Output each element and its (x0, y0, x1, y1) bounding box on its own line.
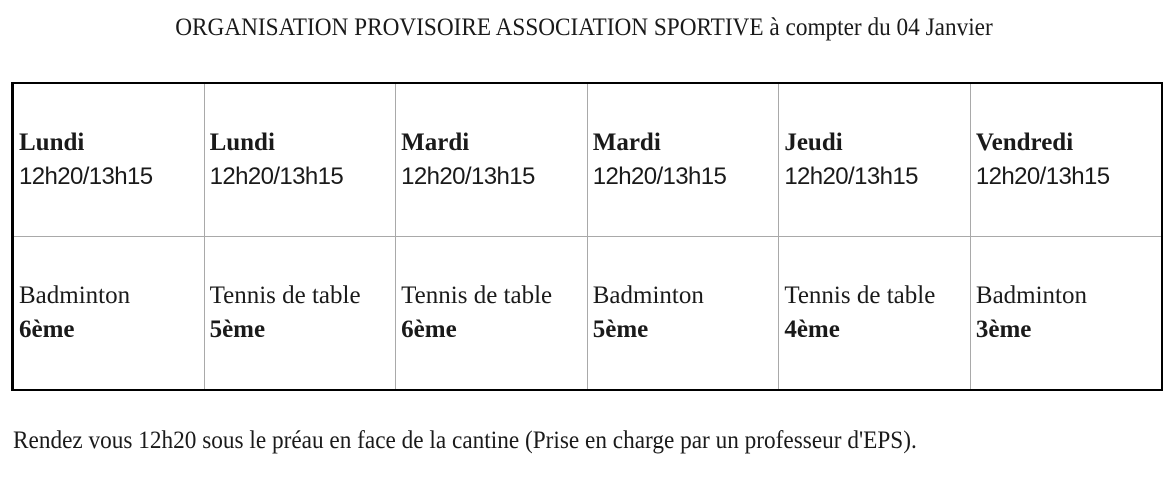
schedule-table (11, 82, 1163, 391)
day-label: Lundi (209, 129, 275, 156)
activity-label: Tennis de table (209, 282, 361, 309)
table-activity-row (13, 237, 1163, 391)
level-label: 6ème (19, 316, 75, 343)
meeting-note: Rendez vous 12h20 sous le préau en face de la cantine (Prise en charge par un professeur d'EPS). (13, 427, 917, 454)
day-label: Jeudi (784, 129, 843, 156)
time-slot: 12h20/13h15 (784, 163, 918, 190)
time-slot: 12h20/13h15 (592, 163, 727, 190)
activity-label: Tennis de table (401, 282, 553, 309)
level-label: 5ème (592, 316, 649, 343)
day-label: Vendredi (975, 129, 1074, 156)
table-cell-day-6 (970, 83, 1162, 237)
level-label: 3ème (975, 316, 1032, 343)
level-label: 5ème (209, 316, 266, 343)
activity-label: Tennis de table (784, 282, 936, 309)
day-label: Mardi (401, 129, 470, 156)
table-cell-activity-2 (204, 237, 396, 391)
table-cell-activity-4 (587, 237, 779, 391)
activity-label: Badminton (19, 282, 131, 309)
page-title: ORGANISATION PROVISOIRE ASSOCIATION SPORTIVE à compter du 04 Janvier (175, 14, 993, 41)
level-label: 6ème (401, 316, 457, 343)
activity-label: Badminton (975, 282, 1087, 309)
time-slot: 12h20/13h15 (209, 163, 344, 190)
time-slot: 12h20/13h15 (975, 163, 1110, 190)
activity-label: Badminton (592, 282, 704, 309)
table-cell-day-4 (587, 83, 779, 237)
level-label: 4ème (784, 316, 840, 343)
day-label: Lundi (19, 129, 85, 156)
table-cell-day-1 (13, 83, 205, 237)
table-cell-activity-1 (13, 237, 205, 391)
time-slot: 12h20/13h15 (19, 163, 153, 190)
table-cell-activity-3 (396, 237, 588, 391)
table-cell-day-3 (396, 83, 588, 237)
table-header-row (13, 83, 1163, 237)
time-slot: 12h20/13h15 (401, 163, 535, 190)
table-cell-day-2 (204, 83, 396, 237)
table-cell-day-5 (779, 83, 971, 237)
day-label: Mardi (592, 129, 661, 156)
table-cell-activity-6 (970, 237, 1162, 391)
table-cell-activity-5 (779, 237, 971, 391)
